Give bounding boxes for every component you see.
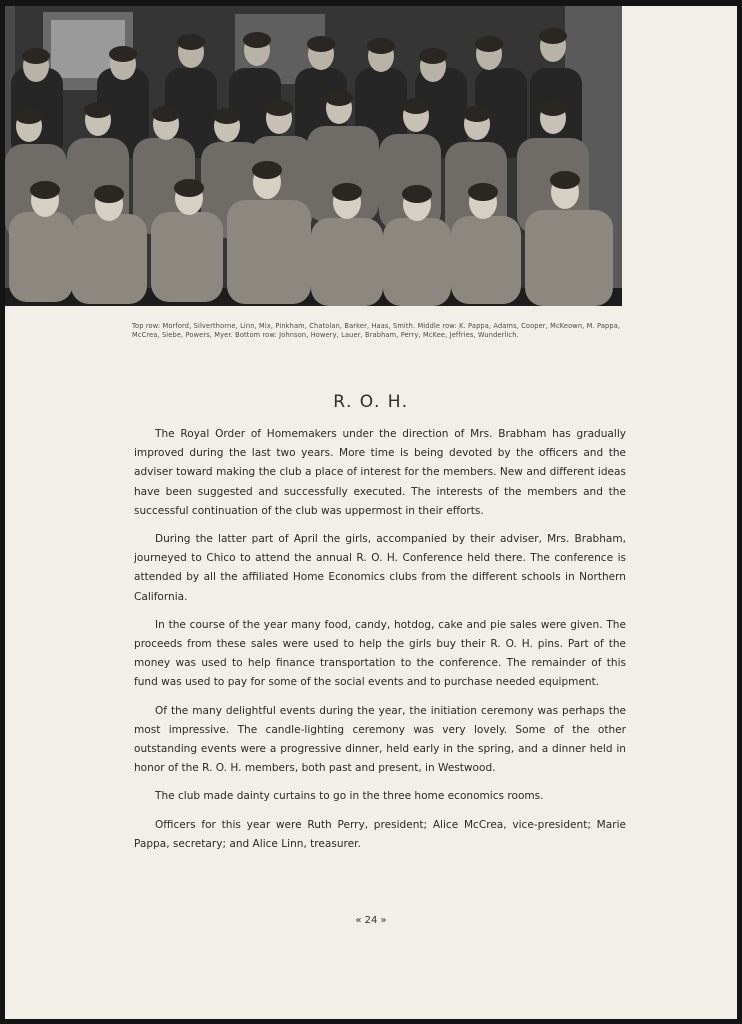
page-title: R. O. H. [333,392,409,412]
group-photo [5,6,622,306]
group-photo-icon [5,6,622,306]
article-body [134,425,626,863]
paragraph: Of the many delightful events during the year, the initiation ceremony was perhaps the most impressive. The candle-lighting ceremony was very lovely. Some of the other outstanding events were a progressive dinner, held early in the spring, and a dinner held in honor of the R. O. H. members, both past and present, in Westwood. [134,704,626,775]
paragraph: The club made dainty curtains to go in the three home economics rooms. [155,790,544,803]
paragraph: The Royal Order of Homemakers under the direction of Mrs. Brabham has gradually improved during the last two years. More time is being devoted by the officers and the adviser toward making the club a place of interest for the members. New and different ideas have been suggested and successfully executed. The interests of the members and the successful continuation of the club was uppermost in their efforts. [134,428,626,517]
photo-caption: Top row: Morford, Silverthorne, Linn, Mix, Pinkham, Chatolan, Barker, Haas, Smith. Middle row: K. Pappa, Adams, Cooper, McKeown, M. Pappa, McCrea, Siebe, Powers, Myer. Bottom row: Johnson, Howery, Lauer, Brabham, Perry, McKee, Jeffries, Wunderlich. [132,322,621,339]
yearbook-page [5,6,737,1019]
paragraph: In the course of the year many food, candy, hotdog, cake and pie sales were given. The proceeds from these sales were used to help the girls buy their R. O. H. pins. Part of the money was used to help finance transportation to the conference. The remainder of this fund was used to pay for some of the social events and to purchase needed equipment. [134,618,626,689]
paragraph: Officers for this year were Ruth Perry, president; Alice McCrea, vice-president; Marie Pappa, secretary; and Alice Linn, treasurer. [134,818,626,850]
page-number: « 24 » [355,915,387,926]
paragraph: During the latter part of April the girls, accompanied by their adviser, Mrs. Brabham, journeyed to Chico to attend the annual R. O. H. Conference held there. The conference is attended by all the affiliated Home Economics clubs from the different schools in Northern California. [134,533,626,603]
